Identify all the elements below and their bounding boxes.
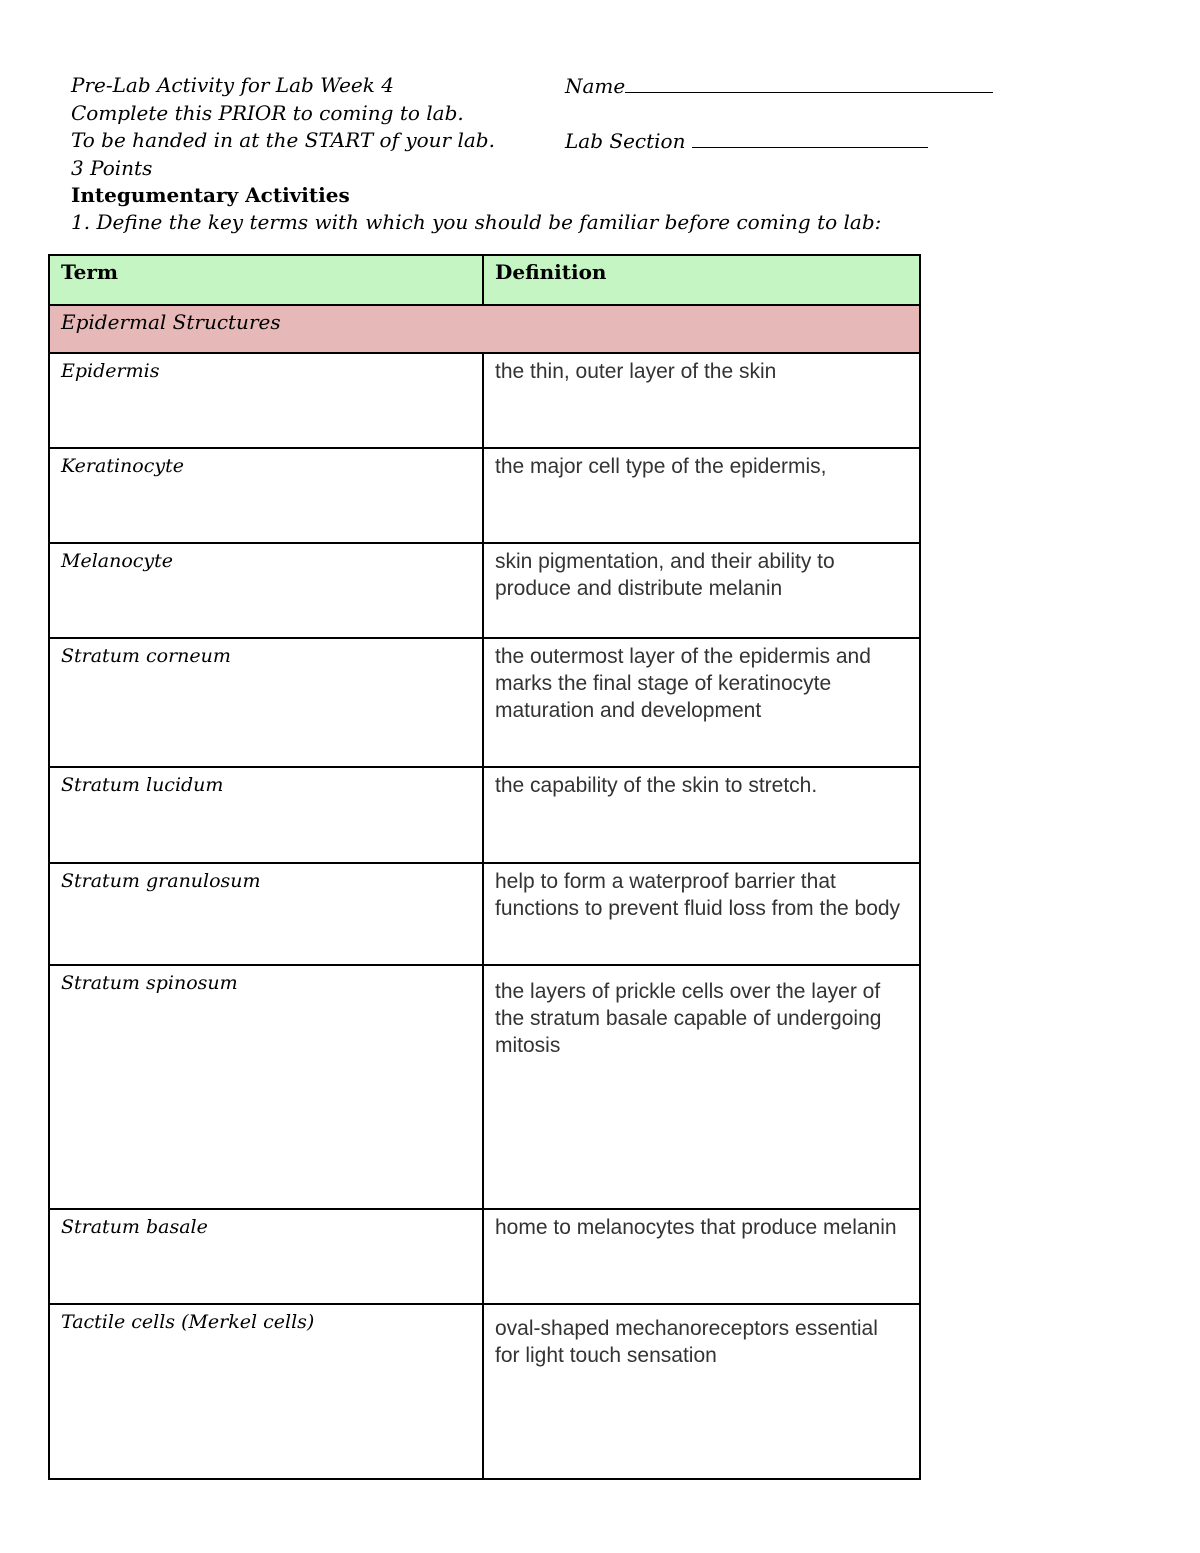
definition-cell[interactable]: the major cell type of the epidermis, [483, 448, 920, 543]
name-field[interactable] [565, 72, 993, 100]
table-row [49, 1304, 920, 1479]
term-cell: Stratum basale [49, 1209, 483, 1304]
table-row [49, 863, 920, 965]
header-line-complete: Complete this PRIOR to coming to lab. [71, 100, 464, 125]
definition-cell[interactable]: skin pigmentation, and their ability to produce and distribute melanin [483, 543, 920, 638]
term-cell: Stratum granulosum [49, 863, 483, 965]
header-line-lab-week: Pre-Lab Activity for Lab Week 4 [71, 73, 394, 97]
header-line-points: 3 Points [71, 155, 153, 180]
term-cell: Tactile cells (Merkel cells) [49, 1304, 483, 1479]
lab-section-blank[interactable] [692, 127, 928, 148]
column-header-term: Term [49, 255, 483, 305]
term-cell: Melanocyte [49, 543, 483, 638]
lab-section-label: Lab Section [565, 129, 686, 153]
table-row [49, 767, 920, 863]
definition-cell[interactable]: the outermost layer of the epidermis and marks the final stage of keratinocyte maturation and development [483, 638, 920, 767]
term-cell: Stratum lucidum [49, 767, 483, 863]
definition-cell[interactable]: home to melanocytes that produce melanin [483, 1209, 920, 1304]
table-row [49, 448, 920, 543]
definition-cell[interactable]: the layers of prickle cells over the layer of the stratum basale capable of undergoing mitosis [483, 965, 920, 1209]
name-blank[interactable] [625, 72, 993, 93]
column-header-definition: Definition [483, 255, 920, 305]
term-cell: Stratum corneum [49, 638, 483, 767]
lab-section-field[interactable] [565, 127, 928, 155]
term-cell: Keratinocyte [49, 448, 483, 543]
table-row [49, 965, 920, 1209]
name-label: Name [565, 74, 626, 98]
section-title: Epidermal Structures [49, 305, 920, 353]
page-title: Integumentary Activities [71, 183, 350, 207]
table-row [49, 353, 920, 448]
question-prompt: 1. Define the key terms with which you should be familiar before coming to lab: [71, 210, 882, 234]
table-row [49, 1209, 920, 1304]
definition-cell[interactable]: oval-shaped mechanoreceptors essential for light touch sensation [483, 1304, 920, 1479]
section-row [49, 305, 920, 353]
definition-cell[interactable]: help to form a waterproof barrier that functions to prevent fluid loss from the body [483, 863, 920, 965]
header-line-handed-in: To be handed in at the START of your lab. [71, 128, 495, 152]
table-header-row [49, 255, 920, 305]
terms-table [48, 254, 921, 1480]
definition-cell[interactable]: the thin, outer layer of the skin [483, 353, 920, 448]
term-cell: Epidermis [49, 353, 483, 448]
table-row [49, 543, 920, 638]
term-cell: Stratum spinosum [49, 965, 483, 1209]
definition-cell[interactable]: the capability of the skin to stretch. [483, 767, 920, 863]
table-row [49, 638, 920, 767]
header-block [71, 72, 495, 182]
